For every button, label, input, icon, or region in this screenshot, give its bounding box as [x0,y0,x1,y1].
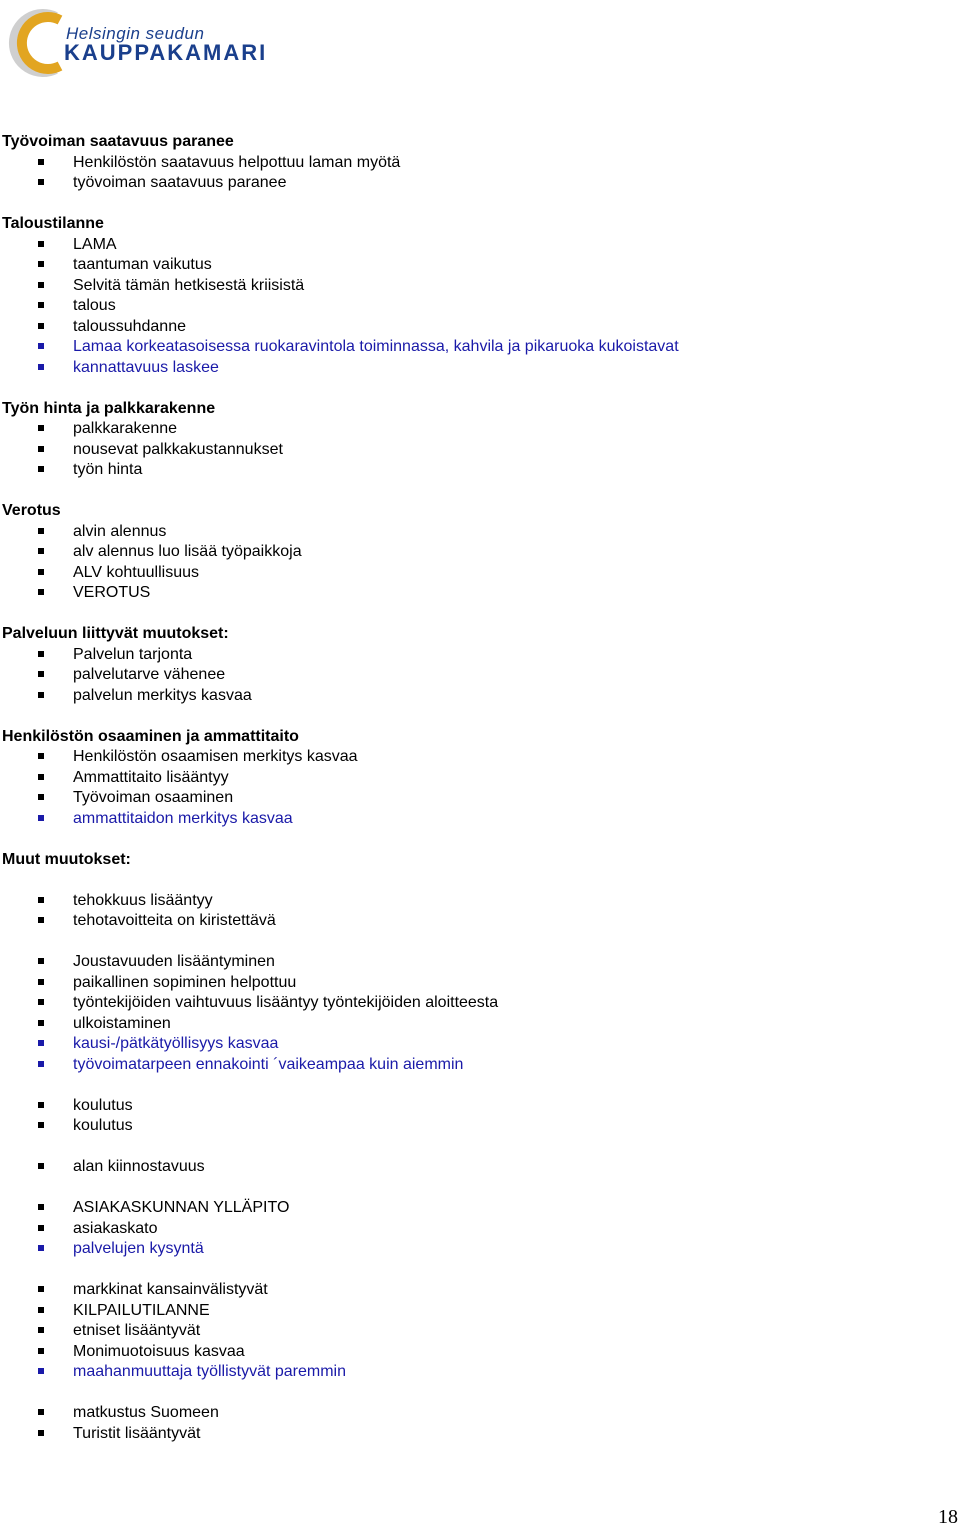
list-item: LAMA [0,235,900,256]
spacer [0,829,900,850]
list-item: Palvelun tarjonta [0,645,900,666]
list-item: Lamaa korkeatasoisessa ruokaravintola toiminnassa, kahvila ja pikaruoka kukoistavat [0,337,900,358]
list-item: nousevat palkkakustannukset [0,440,900,461]
spacer [0,932,900,953]
list-item: Henkilöstön saatavuus helpottuu laman myötä [0,153,900,174]
list-item: työvoiman saatavuus paranee [0,173,900,194]
list-item: KILPAILUTILANNE [0,1301,900,1322]
list-item: Työvoiman osaaminen [0,788,900,809]
bullet-list [0,153,900,194]
logo-c-icon [0,0,70,84]
list-item: alv alennus luo lisää työpaikkoja [0,542,900,563]
spacer [0,1075,900,1096]
logo-line2: KAUPPAKAMARI [64,40,268,65]
list-item: kausi-/pätkätyöllisyys kasvaa [0,1034,900,1055]
list-item: palvelun merkitys kasvaa [0,686,900,707]
list-item: ammattitaidon merkitys kasvaa [0,809,900,830]
spacer [0,1260,900,1281]
list-item: palvelujen kysyntä [0,1239,900,1260]
spacer [0,604,900,625]
logo-line1: Helsingin seudun [66,24,205,43]
section [0,132,900,194]
list-item: ASIAKASKUNNAN YLLÄPITO [0,1198,900,1219]
list-item: palkkarakenne [0,419,900,440]
section [0,624,900,706]
list-item: koulutus [0,1116,900,1137]
section-heading: Työvoiman saatavuus paranee [2,133,234,150]
section-heading: Työn hinta ja palkkarakenne [2,399,216,417]
bullet-list [0,1280,900,1383]
bullet-list [0,1198,900,1260]
spacer [0,378,900,399]
bullet-list [0,891,900,932]
list-item: kannattavuus laskee [0,358,900,379]
bullet-list [0,747,900,829]
spacer [0,870,900,891]
bullet-list [0,522,900,604]
list-item: alan kiinnostavuus [0,1157,900,1178]
section [0,501,900,604]
section-heading: Henkilöstön osaaminen ja ammattitaito [2,727,299,745]
list-item: ulkoistaminen [0,1014,900,1035]
bullet-list [0,1403,900,1444]
list-item: talous [0,296,900,317]
list-item: tehotavoitteita on kiristettävä [0,911,900,932]
spacer [0,194,900,215]
section [0,214,900,378]
bullet-list [0,645,900,707]
list-item: maahanmuuttaja työllistyvät paremmin [0,1362,900,1383]
list-item: asiakaskato [0,1219,900,1240]
spacer [0,481,900,502]
bullet-list [0,419,900,481]
bullet-list [0,1096,900,1137]
list-item: etniset lisääntyvät [0,1321,900,1342]
list-item: Joustavuuden lisääntyminen [0,952,900,973]
list-item: VEROTUS [0,583,900,604]
spacer [0,1137,900,1158]
list-item: Selvitä tämän hetkisestä kriisistä [0,276,900,297]
list-item: työvoimatarpeen ennakointi ´vaikeampaa kuin aiemmin [0,1055,900,1076]
section-heading: Muut muutokset: [2,850,131,868]
list-item: palvelutarve vähenee [0,665,900,686]
list-item: työn hinta [0,460,900,481]
list-item: markkinat kansainvälistyvät [0,1280,900,1301]
list-item: Monimuotoisuus kasvaa [0,1342,900,1363]
list-item: koulutus [0,1096,900,1117]
list-item: taantuman vaikutus [0,255,900,276]
list-item: Ammattitaito lisääntyy [0,768,900,789]
list-item: työntekijöiden vaihtuvuus lisääntyy työntekijöiden aloitteesta [0,993,900,1014]
list-item: matkustus Suomeen [0,1403,900,1424]
section-heading: Taloustilanne [2,215,104,232]
section-heading: Palveluun liittyvät muutokset: [2,625,229,642]
list-item: alvin alennus [0,522,900,543]
spacer [0,1178,900,1199]
section-heading: Verotus [2,502,61,519]
list-item: tehokkuus lisääntyy [0,891,900,912]
list-item: paikallinen sopiminen helpottuu [0,973,900,994]
section-muut-muutokset [0,850,900,1445]
kauppakamari-logo [0,0,280,84]
spacer [0,706,900,727]
bullet-list [0,1157,900,1178]
spacer [0,1383,900,1404]
list-item: Henkilöstön osaamisen merkitys kasvaa [0,747,900,768]
list-item: taloussuhdanne [0,317,900,338]
section [0,399,900,481]
bullet-list [0,952,900,1075]
list-item: Turistit lisääntyvät [0,1424,900,1445]
list-item: ALV kohtuullisuus [0,563,900,584]
section [0,727,900,830]
document-body [0,132,900,1444]
page-number: 18 [938,1506,958,1528]
bullet-list [0,235,900,379]
